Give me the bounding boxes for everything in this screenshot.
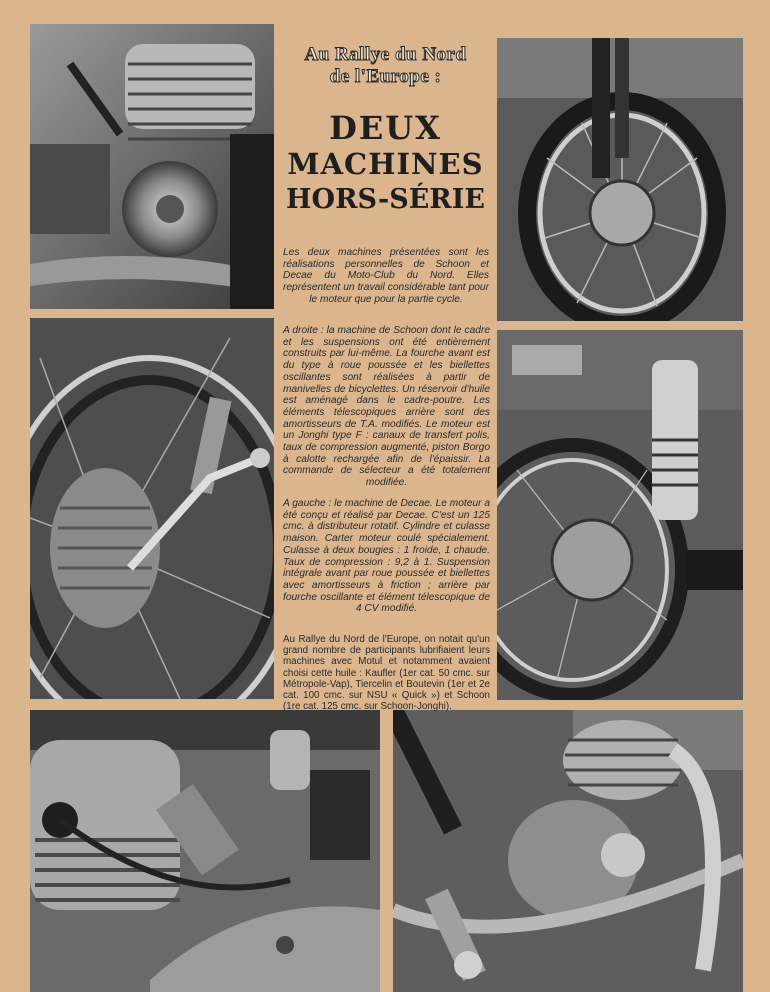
photo-suspension-mid-left [30,318,274,699]
headline-line-3: HORS-SÉRIE [286,184,485,215]
caption-left-decae: A gauche : le machine de Decae. Le moteur a été conçu et réalisé par Decae. C'est un 125 cmc. à distributeur rotatif. Cylindre et culasse maison. Carter moteur coulé spécialement. Culasse à deux bougies : 1 froide, 1 chaude. Taux de compression : 9,2 à 1. Suspension intégrale avant par roue poussée et biellettes avec amortisseurs à friction ; arrière par fourche oscillante et élément télescopique de 4 CV modifié. [283,498,490,615]
kicker-line-2: de l'Europe : [329,66,442,87]
decae-engine-illustration [393,710,743,992]
wheel-illustration [497,38,743,321]
photo-cylinder-bottom-left [30,710,380,992]
photo-engine-top-left [30,24,274,309]
rear-wheel-illustration [497,330,743,700]
headline-line-2: MACHINES [287,147,484,181]
engine-illustration [30,24,274,309]
article-intro: Les deux machines présentées sont les réalisations personnelles de Schoon et Decae du Moto-Club du Nord. Elles représentent un travail considérable tant pour le moteur que pour la partie cycle. [283,247,489,305]
article-kicker [278,44,493,88]
suspension-illustration [30,318,274,699]
photo-rear-wheel-mid-right [497,330,743,700]
photo-front-wheel-top-right [497,38,743,321]
headline-line-1: DEUX [329,109,442,147]
photo-engine-bottom-right [393,710,743,992]
caption-right-schoon: A droite : la machine de Schoon dont le cadre et les suspensions ont été entièrement construits par lui-même. La fourche avant est du type à roue poussée et les biellettes oscillantes sont réalisées à partir de manivelles de bicyclettes. Un réservoir d'huile est aménagé dans le cadre-poutre. Les éléments télescopiques arrière sont des amortisseurs de T.A. modifiés. Le moteur est un Jonghi type F : canaux de transfert polis, taux de compression augmenté, piston Borgo à calotte rechargée afin de l'épaissir. La commande de sélecteur a été totalement modifiée. [283,325,490,489]
article-headline [278,110,493,218]
cylinder-illustration [30,710,380,992]
motul-note: Au Rallye du Nord de l'Europe, on notait qu'un grand nombre de participants lubrifiaient leurs machines avec Motul et notamment avaient choisi cette huile : Kaufler (1er cat. 50 cmc. sur Métropole-Vap), Tiercelin et Boutevin (1er et 2e cat. 100 cmc. sur NSU « Quick ») et Schoon (1re cat. 125 cmc. sur Schoon-Jonghi). [283,634,490,713]
kicker-line-1: Au Rallye du Nord [304,44,467,65]
